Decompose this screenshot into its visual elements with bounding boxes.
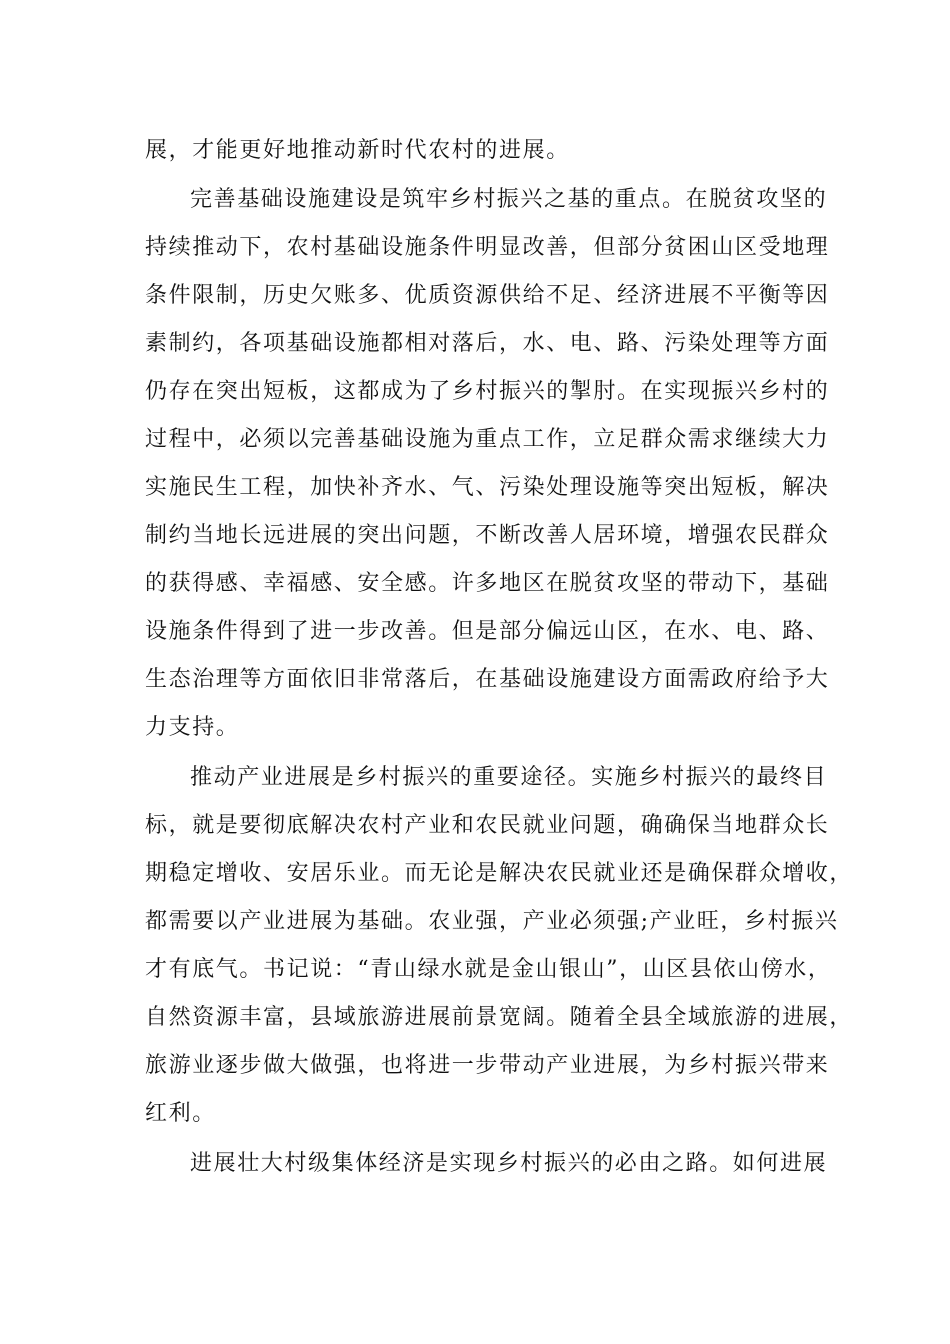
text-line: 素制约，各项基础设施都相对落后，水、电、路、污染处理等方面 xyxy=(145,331,830,356)
text-line: 的获得感、幸福感、安全感。许多地区在脱贫攻坚的带动下，基础 xyxy=(145,571,830,596)
text-line: 旅游业逐步做大做强，也将进一步带动产业进展，为乡村振兴带来 xyxy=(145,1053,830,1078)
text-line: 都需要以产业进展为基础。农业强，产业必须强;产业旺，乡村振兴 xyxy=(145,909,839,934)
text-line: 持续推动下，农村基础设施条件明显改善，但部分贫困山区受地理 xyxy=(145,235,830,260)
text-line: 展，才能更好地推动新时代农村的进展。 xyxy=(145,138,570,163)
text-line: 生态治理等方面依旧非常落后，在基础设施建设方面需政府给予大 xyxy=(145,667,830,692)
text-line: 期稳定增收、安居乐业。而无论是解决农民就业还是确保群众增收， xyxy=(145,861,854,886)
text-line: 红利。 xyxy=(145,1101,216,1126)
text-line: 设施条件得到了进一步改善。但是部分偏远山区，在水、电、路、 xyxy=(145,619,830,644)
text-line: 力支持。 xyxy=(145,715,240,740)
text-line: 制约当地长远进展的突出问题，不断改善人居环境，增强农民群众 xyxy=(145,523,830,548)
text-line: 自然资源丰富，县域旅游进展前景宽阔。随着全县全域旅游的进展， xyxy=(145,1005,854,1030)
text-line: 才有底气。书记说：“青山绿水就是金山银山”，山区县依山傍水， xyxy=(145,957,832,982)
text-line: 标，就是要彻底解决农村产业和农民就业问题，确确保当地群众长 xyxy=(145,813,830,838)
paragraph-start-line: 推动产业进展是乡村振兴的重要途径。实施乡村振兴的最终目 xyxy=(190,765,828,790)
paragraph-start-line: 完善基础设施建设是筑牢乡村振兴之基的重点。在脱贫攻坚的 xyxy=(190,187,828,212)
text-line: 过程中，必须以完善基础设施为重点工作，立足群众需求继续大力 xyxy=(145,427,830,452)
text-line: 实施民生工程，加快补齐水、气、污染处理设施等突出短板，解决 xyxy=(145,475,830,500)
text-line: 条件限制，历史欠账多、优质资源供给不足、经济进展不平衡等因 xyxy=(145,283,830,308)
paragraph-start-line: 进展壮大村级集体经济是实现乡村振兴的必由之路。如何进展 xyxy=(190,1151,828,1176)
text-line: 仍存在突出短板，这都成为了乡村振兴的掣肘。在实现振兴乡村的 xyxy=(145,379,830,404)
